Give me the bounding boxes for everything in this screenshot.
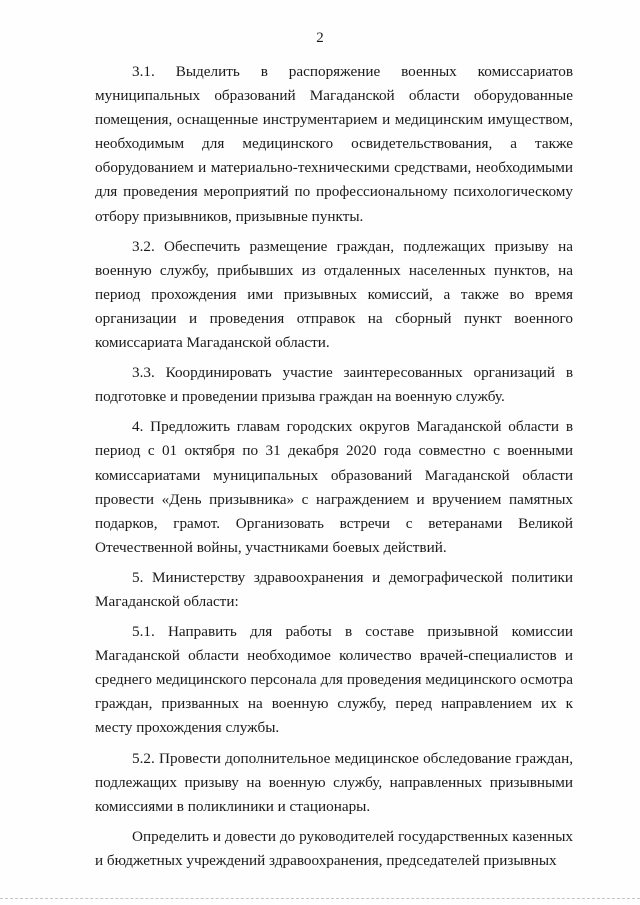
paragraph-4: 4. Предложить главам городских округов Магаданской области в период с 01 октября по 31 декабря 2020 года совместно с военными комиссариатами муниципальных образований Магаданской области провести «День призывника» с награждением и вручением памятных подарков, грамот. Организовать встречи с ветеранами Великой Отечественной войны, участниками боевых действий.: [95, 418, 573, 556]
page-bottom-edge: [0, 898, 640, 901]
paragraph-3-1: 3.1. Выделить в распоряжение военных комиссариатов муниципальных образований Магаданской области оборудованные помещения, оснащенные инструментарием и медицинским имуществом, необходимым для медицинского освидетельствования, а также оборудованием и материально-техническими средствами, необходимыми для проведения мероприятий по профессиональному психологическому отбору призывников, призывные пункты.: [95, 63, 573, 225]
paragraph-5-1: 5.1. Направить для работы в составе призывной комиссии Магаданской области необходимое количество врачей-специалистов и среднего медицинского персонала для проведения медицинского осмотра граждан, призванных на военную службу, перед направлением их к месту прохождения службы.: [95, 623, 573, 737]
page-number: 2: [316, 30, 324, 46]
paragraph-5: 5. Министерству здравоохранения и демографической политики Магаданской области:: [95, 568, 573, 610]
paragraph-5-2: 5.2. Провести дополнительное медицинское обследование граждан, подлежащих призыву на военную службу, направленных призывными комиссиями в поликлиники и стационары.: [95, 749, 573, 815]
paragraph-3-2: 3.2. Обеспечить размещение граждан, подлежащих призыву на военную службу, прибывших из отдаленных населенных пунктов, на период прохождения ими призывных комиссий, а также во время организации и проведения отправок на сборный пункт военного комиссариата Магаданской области.: [95, 237, 573, 352]
document-body: [95, 60, 573, 879]
paragraph-3-3: 3.3. Координировать участие заинтересованных организаций в подготовке и проведении призыва граждан на военную службу.: [95, 364, 573, 406]
paragraph-define: Определить и довести до руководителей государственных казенных и бюджетных учреждений здравоохранения, председателей призывных: [95, 827, 573, 869]
